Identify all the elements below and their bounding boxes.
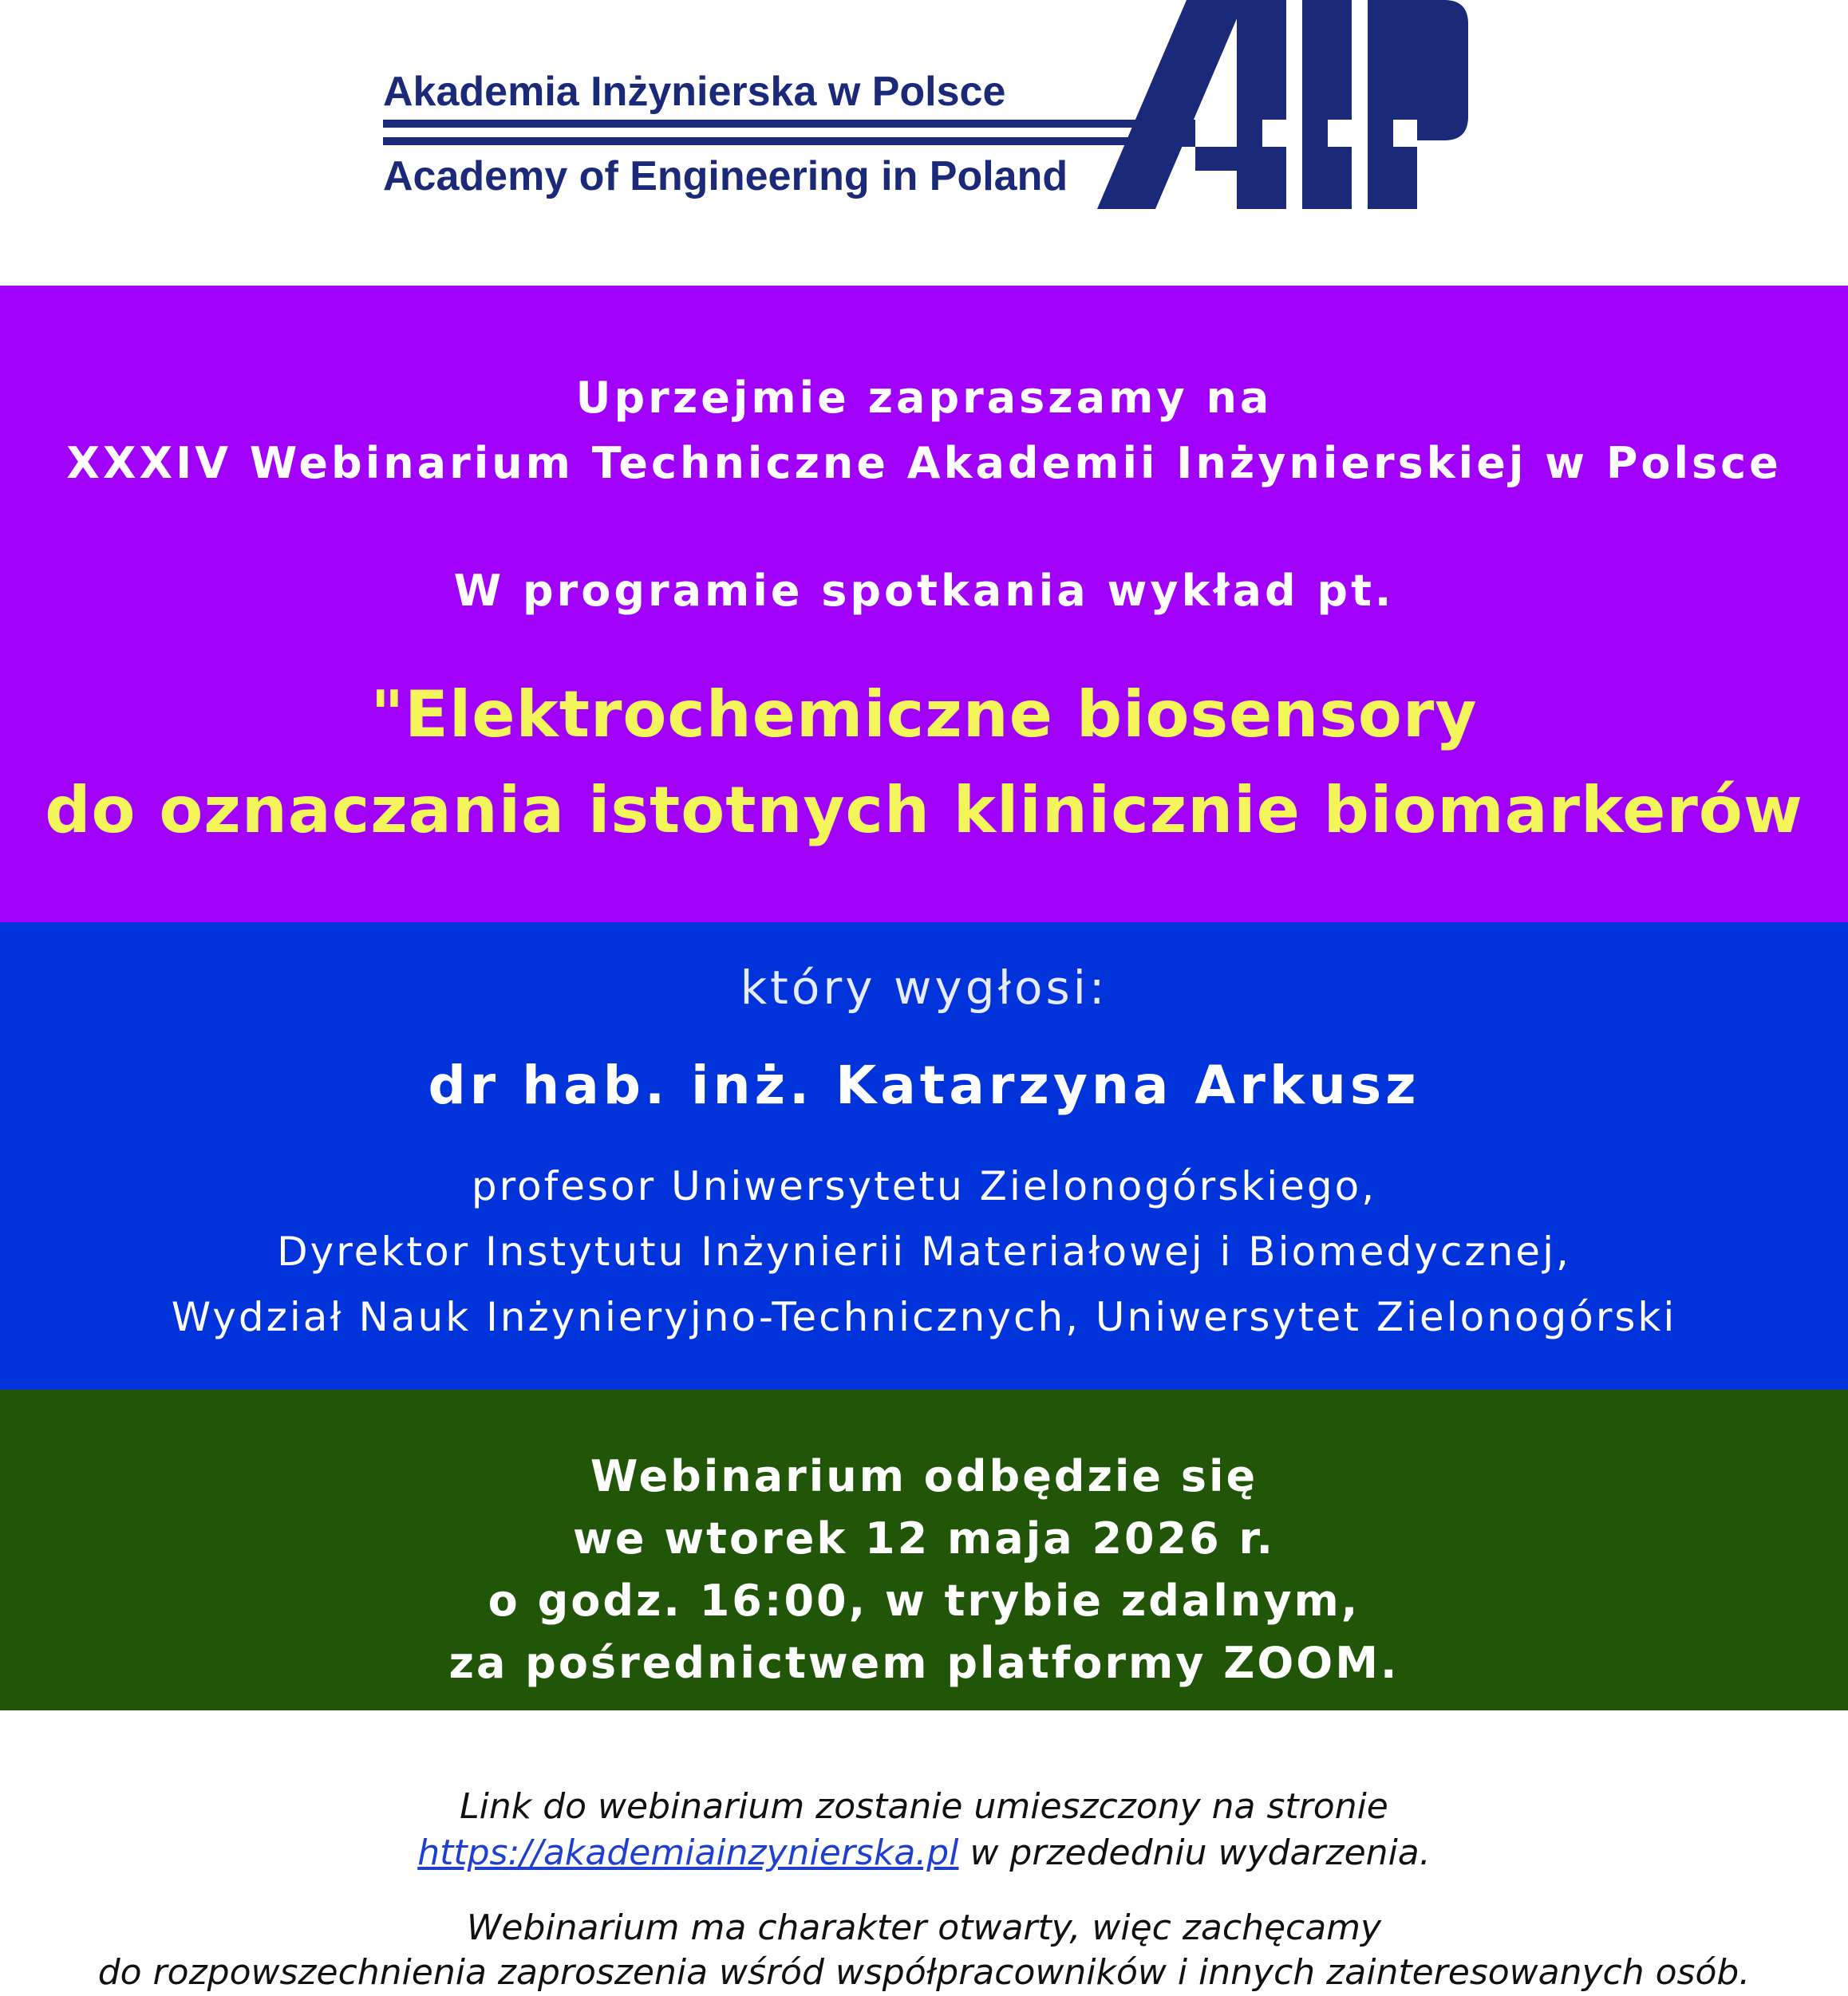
aip-monogram-icon — [1097, 0, 1468, 209]
invitation-band — [0, 286, 1848, 922]
footer — [0, 1710, 1848, 1994]
speaker-name: dr hab. inż. Katarzyna Arkusz — [428, 1055, 1420, 1116]
aip-logo — [0, 0, 1848, 286]
lecture-title-line-1: "Elektrochemiczne biosensory — [370, 677, 1478, 751]
footer-link-intro: Link do webinarium zostanie umieszczony na stronie — [460, 1786, 1388, 1827]
header — [0, 0, 1848, 286]
program-line: W programie spotkania wykład pt. — [453, 566, 1395, 616]
footer-link-line — [0, 1830, 1848, 1876]
website-link[interactable]: https://akademiainzynierska.pl — [417, 1832, 959, 1873]
speaker-affiliation-2: Dyrektor Instytutu Inżynierii Materiałowej i Biomedycznej, — [277, 1229, 1571, 1275]
event-details-band — [0, 1390, 1848, 1710]
logo-rule-bottom — [383, 137, 1161, 145]
invite-line-1: Uprzejmie zapraszamy na — [575, 373, 1273, 423]
footer-open-line-2: do rozpowszechnienia zaproszenia wśród współpracowników i innych zainteresowanych osób. — [97, 1952, 1751, 1993]
event-date: we wtorek 12 maja 2026 r. — [572, 1513, 1276, 1564]
event-platform: za pośrednictwem platformy ZOOM. — [448, 1638, 1400, 1688]
speaker-affiliation-3: Wydział Nauk Inżynieryjno-Technicznych, Uniwersytet Zielonogórski — [171, 1294, 1677, 1340]
event-line-1: Webinarium odbędzie się — [590, 1451, 1258, 1501]
footer-open-line-1: Webinarium ma charakter otwarty, więc zachęcamy — [466, 1907, 1382, 1948]
event-time: o godz. 16:00, w trybie zdalnym, — [488, 1576, 1360, 1626]
speaker-intro: który wygłosi: — [740, 961, 1108, 1015]
logo-rule-top — [383, 120, 1177, 128]
footer-link-suffix: w przededniu wydarzenia. — [969, 1832, 1431, 1873]
logo-name-en: Academy of Engineering in Poland — [383, 153, 1068, 199]
logo-name-pl: Akademia Inżynierska w Polsce — [383, 69, 1006, 115]
speaker-affiliation-1: profesor Uniwersytetu Zielonogórskiego, — [471, 1163, 1377, 1209]
speaker-band — [0, 922, 1848, 1390]
lecture-title-line-2: do oznaczania istotnych klinicznie biomarkerów — [45, 773, 1803, 847]
webinar-title: XXXIV Webinarium Techniczne Akademii Inżynierskiej w Polsce — [66, 438, 1782, 488]
